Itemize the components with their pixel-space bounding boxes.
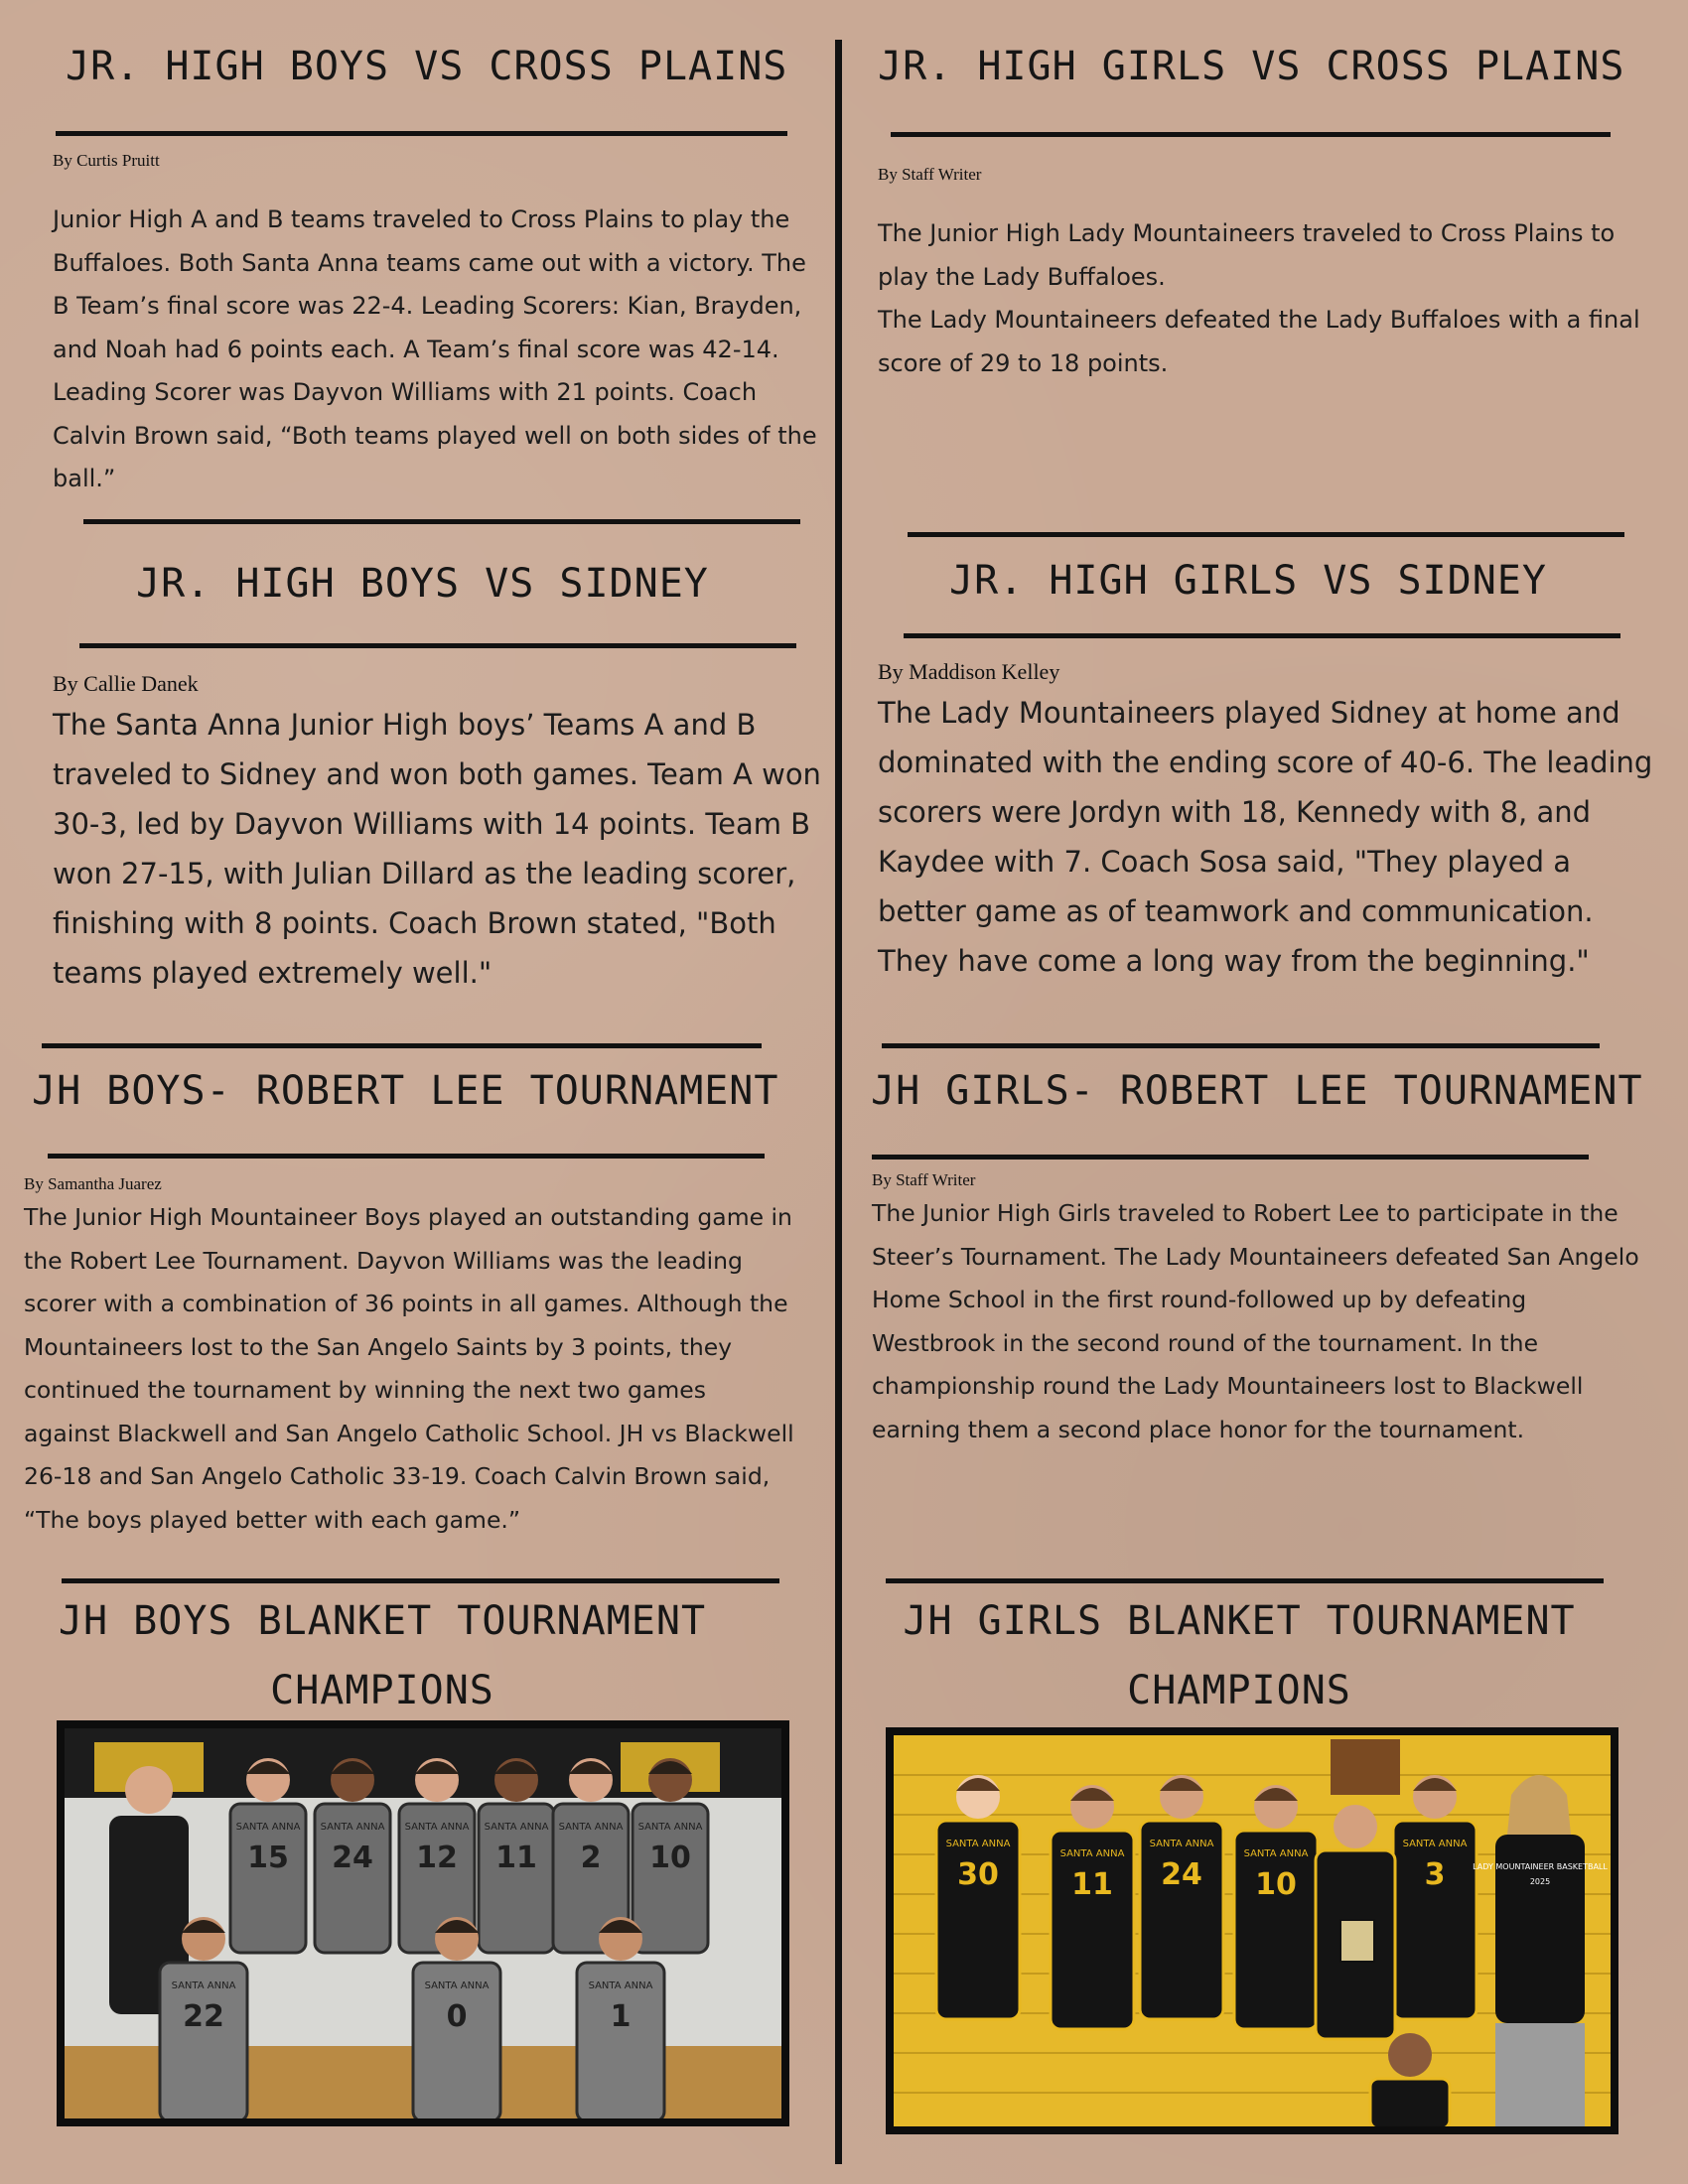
article-body-boys-sidney: The Santa Anna Junior High boys’ Teams A and B traveled to Sidney and won both games. Team A won 30-3, led by Dayvon Williams with 14 points. Team B won 27-15, with Julian Dillard as the leading scorer, finishing with 8 points. Coach Brown stated, "Both teams played extremely well.": [53, 708, 821, 990]
player-jersey: [1234, 1831, 1318, 2029]
headline-girls-robert-lee: JH GIRLS- ROBERT LEE TOURNAMENT: [871, 1068, 1643, 1114]
jersey-team-text: SANTA ANNA: [588, 1980, 653, 1991]
jersey-team-text: SANTA ANNA: [404, 1822, 470, 1833]
rule: [48, 1154, 765, 1159]
byline-girls-robert-lee: By Staff Writer: [872, 1170, 976, 1189]
jersey-number: 22: [183, 1999, 224, 2034]
headline-girls-sidney: JR. HIGH GIRLS VS SIDNEY: [949, 558, 1547, 604]
rule: [882, 1043, 1600, 1048]
rule: [872, 1155, 1589, 1160]
byline-boys-robert-lee: By Samantha Juarez: [24, 1174, 162, 1193]
jersey-number: 3: [1424, 1857, 1446, 1892]
jersey-team-text: SANTA ANNA: [1243, 1848, 1309, 1859]
article-body-girls-sidney: The Lady Mountaineers played Sidney at home and dominated with the ending score of 40-6. The leading scorers were Jordyn with 18, Kennedy with 8, and Kaydee with 7. Coach Sosa said, "They played a better game as of teamwork and communication. They have come a long way from the beginning.": [878, 696, 1653, 978]
jersey-number: 2: [580, 1841, 602, 1875]
jersey-team-text: SANTA ANNA: [171, 1980, 236, 1991]
byline-girls-cross-plains: By Staff Writer: [878, 165, 982, 184]
jersey-team-text: SANTA ANNA: [235, 1822, 301, 1833]
player-jersey: [1393, 1821, 1477, 2019]
headline-girls-blanket: JH GIRLS BLANKET TOURNAMENT CHAMPIONS: [903, 1598, 1576, 1713]
byline-boys-sidney: By Callie Danek: [53, 671, 199, 696]
byline-boys-cross-plains: By Curtis Pruitt: [53, 151, 160, 170]
rule: [79, 643, 796, 648]
player-jersey: [1370, 2079, 1450, 2126]
jersey-number: 24: [332, 1841, 373, 1875]
article-body-girls-cross-plains: [878, 212, 1662, 385]
jersey-team-text: SANTA ANNA: [424, 1980, 490, 1991]
jersey-number: 11: [1071, 1867, 1113, 1902]
jersey-number: 10: [1255, 1867, 1297, 1902]
jersey-team-text: SANTA ANNA: [320, 1822, 385, 1833]
team-photo-girls: [886, 1727, 1618, 2134]
article-body-girls-robert-lee: The Junior High Girls traveled to Robert Lee to participate in the Steer’s Tournament. The Lady Mountaineers defeated San Angelo Home School in the first round-followed up by defeating Westbrook in the second round of the tournament. In the championship round the Lady Mountaineers lost to Blackwell earning them a second place honor for the tournament.: [872, 1199, 1639, 1443]
jersey-number: 15: [247, 1841, 289, 1875]
player-jersey: [1051, 1831, 1134, 2029]
headline-boys-cross-plains: JR. HIGH BOYS VS CROSS PLAINS: [66, 44, 788, 89]
jersey-team-text: SANTA ANNA: [1149, 1839, 1214, 1849]
article-body-boys-cross-plains: Junior High A and B teams traveled to Cross Plains to play the Buffaloes. Both Santa Anna teams came out with a victory. The B Team’s final score was 22-4. Leading Scorers: Kian, Brayden, and Noah had 6 points each. A Team’s final score was 42-14. Leading Scorer was Dayvon Williams with 21 points. Coach Calvin Brown said, “Both teams played well on both sides of the ball.”: [53, 205, 817, 492]
team-photo-boys-image: [65, 1728, 781, 2118]
rule: [904, 633, 1620, 638]
player-jersey: [936, 1821, 1020, 2019]
coach-pants: [1495, 2023, 1585, 2126]
jersey-team-text: SANTA ANNA: [558, 1822, 624, 1833]
player-head: [1334, 1805, 1377, 1848]
rule: [886, 1578, 1604, 1583]
jersey-team-text: SANTA ANNA: [637, 1822, 703, 1833]
jersey-number: 0: [446, 1999, 468, 2034]
jersey-team-text: SANTA ANNA: [1059, 1848, 1125, 1859]
headline-girls-cross-plains: JR. HIGH GIRLS VS CROSS PLAINS: [878, 44, 1625, 89]
headline-boys-blanket: JH BOYS BLANKET TOURNAMENT CHAMPIONS: [58, 1598, 707, 1713]
jersey-team-text: SANTA ANNA: [945, 1839, 1011, 1849]
rule: [56, 131, 787, 136]
article-body-boys-robert-lee: The Junior High Mountaineer Boys played an outstanding game in the Robert Lee Tournament. Dayvon Williams was the leading scorer with a combination of 36 points in all games. Although the Mountaineers lost to the San Angelo Saints by 3 points, they continued the tournament by winning the next two games against Blackwell and San Angelo Catholic School. JH vs Blackwell 26-18 and San Angelo Catholic 33-19. Coach Calvin Brown said, “The boys played better with each game.”: [24, 1203, 794, 1534]
jersey-number: 1: [610, 1999, 632, 2034]
jersey-number: 12: [416, 1841, 458, 1875]
jersey-number: 10: [649, 1841, 691, 1875]
coach-shirt-text: LADY MOUNTAINEER BASKETBALL: [1473, 1862, 1608, 1871]
article-line: The Lady Mountaineers defeated the Lady Buffaloes with a final score of 29 to 18 points.: [878, 306, 1640, 377]
article-line: The Junior High Lady Mountaineers traveled to Cross Plains to play the Lady Buffaloes.: [878, 219, 1616, 291]
jersey-number: 24: [1161, 1857, 1202, 1892]
column-divider: [835, 40, 842, 2164]
rule: [62, 1578, 779, 1583]
player-head: [125, 1766, 173, 1814]
jersey-number: 30: [957, 1857, 999, 1892]
photo-wall-plaque: [1331, 1739, 1400, 1795]
jersey-team-text: SANTA ANNA: [1402, 1839, 1468, 1849]
player-jersey: [1140, 1821, 1223, 2019]
rule: [83, 519, 800, 524]
player-head: [1388, 2033, 1432, 2077]
jersey-team-text: SANTA ANNA: [484, 1822, 549, 1833]
headline-boys-robert-lee: JH BOYS- ROBERT LEE TOURNAMENT: [32, 1068, 779, 1114]
coach-shirt-year: 2025: [1529, 1877, 1551, 1886]
trophy-plaque: [1340, 1920, 1374, 1962]
headline-boys-sidney: JR. HIGH BOYS VS SIDNEY: [136, 561, 709, 607]
rule: [908, 532, 1624, 537]
team-photo-boys: [57, 1720, 789, 2126]
jersey-number: 11: [495, 1841, 537, 1875]
team-photo-girls-image: [894, 1735, 1611, 2126]
rule: [42, 1043, 762, 1048]
rule: [891, 132, 1611, 137]
byline-girls-sidney: By Maddison Kelley: [878, 659, 1060, 684]
